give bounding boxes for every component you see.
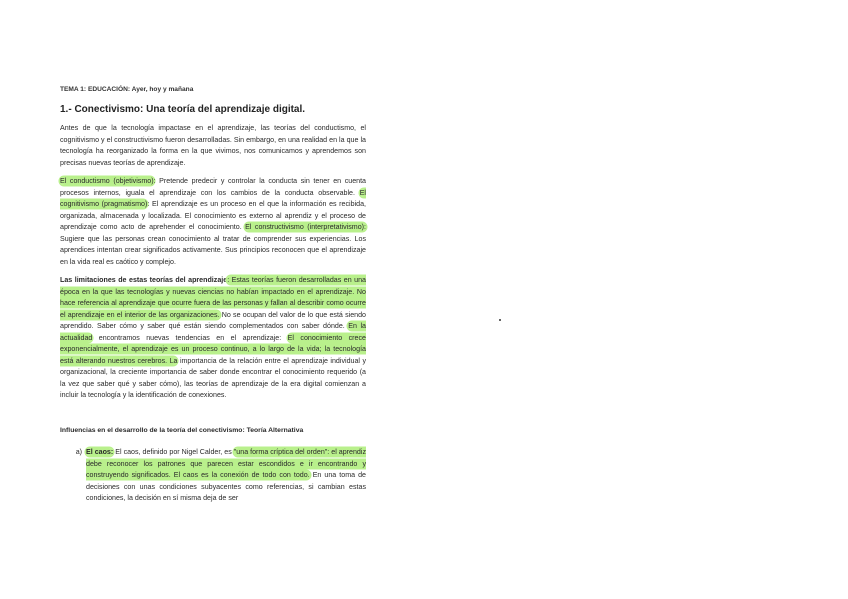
text-caos-decisiones: En una toma de decisiones con unas condiciones subyacentes como referencias, si cambian estas condiciones, la decisión en sí misma deja de ser (86, 471, 366, 502)
highlight-caos-quote: "una forma críptica del orden": el aprendiz debe reconocer los patrones que parecen estar escondidos e ir encontrando y construyendo significados. El caos es la conexión de todo con todo. (86, 448, 366, 479)
limitations-heading: Las limitaciones de estas teorías del aprendizaje (60, 276, 228, 284)
text-tendencias: encontramos nuevas tendencias en el aprendizaje: (92, 333, 288, 342)
section-heading: Influencias en el desarrollo de la teoría del conectivismo: Teoría Alternativa (60, 426, 304, 434)
text-constructivismo: Sugiere que las personas crean conocimiento al tratar de comprender sus experiencias. Los aprendices intentan crear significados activamente. Sus principios reconocen que el aprendizaje en la vida real es caótico y complejo. (60, 234, 366, 266)
highlight-constructivismo: El constructivismo (interpretativismo): (245, 223, 366, 231)
text-cognitivismo: : El aprendizaje es un proceso en el que la información es recibida, organizada, almacenada y localizada. El conocimiento es externo al aprendiz y el proceso de aprendizaje como acto de aprehender el conocimiento. (60, 200, 366, 231)
list-item-content (86, 447, 366, 505)
highlight-conductismo: El conductismo (objetivismo) (60, 177, 154, 185)
text-conductismo: : Pretende predecir y controlar la conducta sin tener en cuenta procesos internos, iguala el aprendizaje con los cambios de la conducta observable. (60, 177, 367, 197)
text-caos-def: El caos, definido por Nigel Calder, es (113, 448, 234, 456)
text-limitations: No se ocupan del valor de lo que está siendo aprendido. Saber cómo y saber qué están siendo complementados con saber dónde. (60, 310, 366, 330)
section-spacer (60, 409, 366, 425)
tema-header: TEMA 1: EDUCACIÓN: Ayer, hoy y mañana (60, 86, 194, 93)
highlight-conocimiento: El conocimiento crece exponencialmente, el aprendizaje es un proceso continuo, a lo largo de la vida; la tecnología está alterando nuestros cerebros. La (60, 333, 366, 365)
document-body (60, 84, 366, 505)
page-title: 1.- Conectivismo: Una teoría del aprendizaje digital. (60, 103, 306, 115)
stray-dot (499, 319, 501, 321)
text-importancia: importancia de la relación entre el aprendizaje individual y organizacional, la creciente importancia de saber donde encontrar el conocimiento requerido (a la vez que saber qué y saber cómo), las teorías de aprendizaje de la era digital comienzan a incluir la tecnología y la identificación de conexiones. (60, 356, 366, 399)
highlight-limitations: : Estas teorías fueron desarrolladas en una época en la que las tecnologías y nuevas ciencias no habían impactado en el aprendizaje. No hace referencia al aprendizaje que ocurre fuera de las personas y fallan al describir como ocurre el aprendizaje en el interior de las organizaciones. (60, 276, 367, 319)
theories-paragraph (60, 176, 366, 268)
highlight-cognitivismo: El cognitivismo (pragmatismo) (60, 188, 366, 208)
limitations-paragraph (60, 275, 366, 402)
highlight-actualidad: En la actualidad (60, 322, 366, 342)
highlight-caos-label: El caos: (86, 448, 114, 456)
list-marker: a) (75, 448, 82, 456)
intro-paragraph: Antes de que la tecnología impactase en el aprendizaje, las teorías del conductismo, el cognitivismo y el constructivismo fueron desarrolladas. Sin embargo, en una realidad en la que la tecnología ha reorganizado la forma en la que vivimos, nos comunicamos y aprendemos son precisas nuevas teorías de aprendizaje. (60, 124, 366, 167)
list-item (60, 447, 366, 505)
